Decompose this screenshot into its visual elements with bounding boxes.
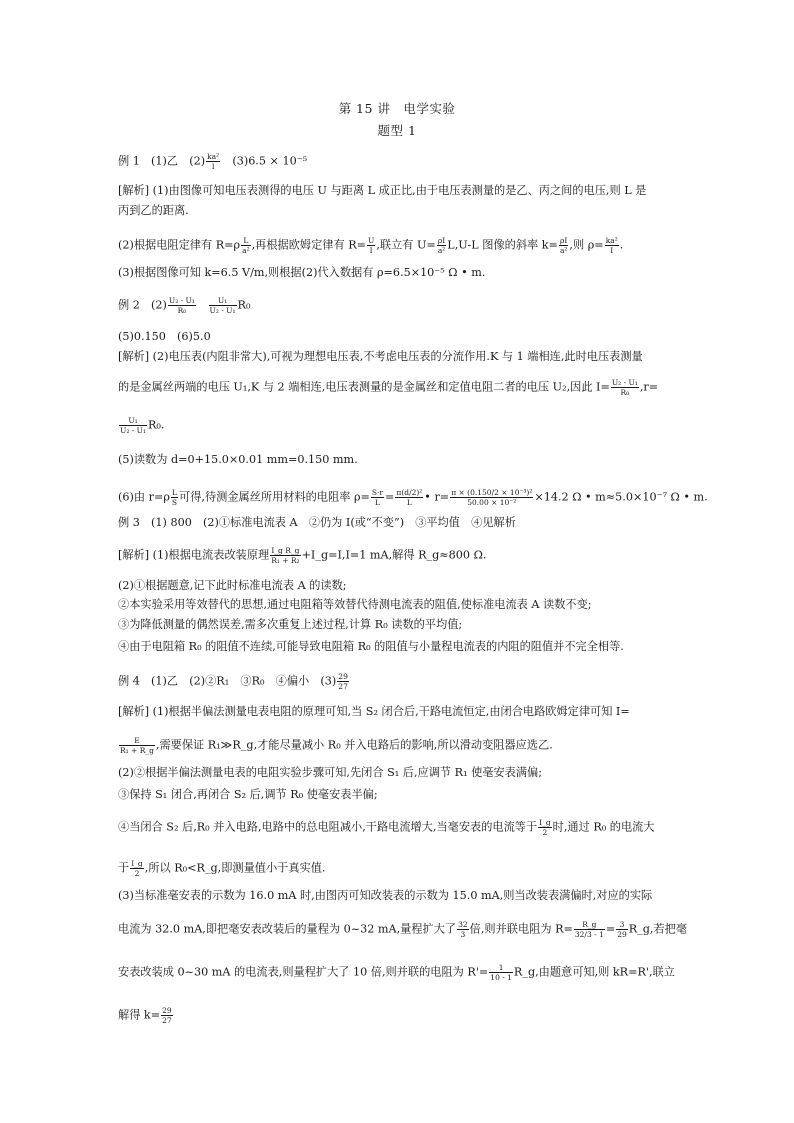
fraction: $\frac{R\_g}{32/3 - 1}$: [574, 920, 604, 939]
ex3-analysis-4: ③为降低测量的偶然误差,需多次重复上述过程,计算 R₀ 读数的平均值;: [118, 618, 463, 631]
ex3-analysis-3: ②本实验采用等效替代的思想,通过电阻箱等效替代待测电流表的阻值,使标准电流表 A 读数不变;: [118, 598, 592, 611]
ex3-analysis-5: ④由于电阻箱 R₀ 的阻值不连续,可能导致电阻箱 R₀ 的阻值与小量程电流表的内阻的阻值并不完全相等.: [118, 640, 624, 653]
ex1-answer: 例 1 (1)乙 (2) $\frac{\text{ka²}}{l}$ (3)6.5 × 10⁻⁵: [118, 152, 308, 171]
fraction: $\frac{\text{U₂ - U₁}}{\text{R₀}}$: [168, 296, 195, 315]
ex3-analysis-2: (2)①根据题意,记下此时标准电流表 A 的读数;: [118, 579, 347, 592]
fraction: $\frac{\text{I\_g R\_g}}{\text{R₁ + R₂}}$: [271, 546, 300, 565]
ex4-analysis-8: 电流为 32.0 mA,即把毫安表改装后的量程为 0~32 mA,量程扩大了 $\frac{32}{3}$ 倍,则并联电阻为 R= $\frac{R\_g}{32/3 - 1}$ = $\frac{3}{29}$ R_g,若把毫: [118, 920, 688, 939]
fraction: $\frac{E}{\text{R₁ + R\_g}}$: [120, 736, 154, 755]
ex2-analysis-5: (6)由 r=ρ $\frac{L}{S}$ 可得,待测金属丝所用材料的电阻率 ρ= $\frac{S\cdot r}{L}$ = $\frac{\text{π(d/2)²}}{L}$ • r= $\frac{\text{π × (0.150/2 × 10⁻³)²}}{\text{50.00 × 10⁻²}}$ ×14.2 Ω • m≈5.0×10⁻⁷ Ω • m.: [118, 488, 708, 507]
fraction: $\frac{L}{\text{a²}}$: [242, 236, 250, 255]
ex1-analysis-1: [解析] (1)由图像可知电压表测得的电压 U 与距离 L 成正比,由于电压表测量的是乙、丙之间的电压,则 L 是: [118, 184, 647, 197]
fraction: $\frac{32}{3}$: [458, 920, 468, 939]
ex2-analysis-4: (5)读数为 d=0+15.0×0.01 mm=0.150 mm.: [118, 453, 358, 466]
ex4-answer: 例 4 (1)乙 (2)②R₁ ③R₀ ④偏小 (3) $\frac{29}{27}$: [118, 672, 348, 691]
fraction: $\frac{I\_g}{2}$: [131, 859, 143, 878]
ex4-analysis-3: (2)②根据半偏法测量电表的电阻实验步骤可知,先闭合 S₁ 后,应调节 R₁ 使毫安表满偏;: [118, 766, 543, 779]
fraction: $\frac{U}{I}$: [368, 236, 375, 255]
ex3-analysis-1: [解析] (1)根据电流表改装原理 $\frac{\text{I\_g R\_g}}{\text{R₁ + R₂}}$ +I_g=I,I=1 mA,解得 R_g≈800 Ω.: [118, 546, 487, 565]
ex1-analysis-3: (3)根据图像可知 k=6.5 V/m,则根据(2)代入数据有 ρ=6.5×10⁻⁵ Ω • m.: [118, 266, 486, 279]
ex4-analysis-5: ④当闭合 S₂ 后,R₀ 并入电路,电路中的总电阻减小,干路电流增大,当毫安表的电流等于 $\frac{I\_g}{2}$ 时,通过 R₀ 的电流大: [118, 818, 655, 837]
fraction: $\frac{\text{π × (0.150/2 × 10⁻³)²}}{\text{50.00 × 10⁻²}}$: [451, 488, 533, 507]
ex2-answer-2: (5)0.150 (6)5.0: [118, 330, 211, 343]
ex3-answer: 例 3 (1) 800 (2)①标准电流表 A ②仍为 I(或“不变”) ③平均值 ④见解析: [118, 516, 516, 529]
fraction: $\frac{\rho I}{\text{a²}}$: [559, 236, 568, 255]
ex4-analysis-1: [解析] (1)根据半偏法测量电表电阻的原理可知,当 S₂ 闭合后,干路电流恒定,由闭合电路欧姆定律可知 I=: [118, 705, 630, 718]
fraction: $\frac{L}{S}$: [171, 488, 178, 507]
fraction: $\frac{\text{ka²}}{I}$: [605, 236, 618, 255]
ex4-analysis-10: 解得 k= $\frac{29}{27}$: [118, 1006, 172, 1025]
fraction: $\frac{\text{π(d/2)²}}{L}$: [396, 488, 423, 507]
ex4-analysis-7: (3)当标准毫安表的示数为 16.0 mA 时,由图丙可知改装表的示数为 15.0 mA,则当改装表满偏时,对应的实际: [118, 889, 653, 902]
lecture-title: 第 15 讲 电学实验: [338, 101, 456, 116]
ex1-analysis-2: (2)根据电阻定律有 R=ρ $\frac{L}{\text{a²}}$ ,再根据欧姆定律有 R= $\frac{U}{I}$ ,联立有 U= $\frac{\rho I}{\text{a²}}$ L,U-L 图像的斜率 k= $\frac{\rho I}{\text{a²}}$ ,则 ρ= $\frac{\text{ka²}}{I}$ .: [118, 236, 624, 255]
fraction: $\frac{\text{U₁}}{\text{U₂ - U₁}}$: [209, 296, 236, 315]
fraction: $\frac{\rho I}{\text{a²}}$: [437, 236, 446, 255]
fraction: $\frac{\text{U₁}}{\text{U₂ - U₁}}$: [120, 416, 146, 435]
ex2-analysis-3: $\frac{\text{U₁}}{\text{U₂ - U₁}}$ R₀.: [120, 416, 165, 435]
ex1-analysis-1b: 丙到乙的距离.: [118, 204, 189, 217]
ex1-answer-fraction: $\frac{\text{ka²}}{l}$: [207, 152, 220, 171]
fraction: $\frac{1}{10 - 1}$: [490, 963, 512, 982]
ex2-answer: 例 2 (2) $\frac{\text{U₂ - U₁}}{\text{R₀}}$ $\frac{\text{U₁}}{\text{U₂ - U₁}}$ R₀: [118, 296, 251, 315]
ex4-analysis-9: 安表改装成 0~30 mA 的电流表,则量程扩大了 10 倍,则并联的电阻为 R'= $\frac{1}{10 - 1}$ R_g,由题意可知,则 kR=R',联立: [118, 963, 675, 982]
section-title: 题型 1: [377, 123, 417, 138]
fraction: $\frac{I\_g}{2}$: [539, 818, 551, 837]
ex4-analysis-6: 于 $\frac{I\_g}{2}$ ,所以 R₀<R_g,即测量值小于真实值.: [118, 859, 326, 878]
ex2-analysis-2: 的是金属丝两端的电压 U₁,K 与 2 端相连,电压表测量的是金属丝和定值电阻二者的电压 U₂,因此 I= $\frac{\text{U₂ - U₁}}{\text{R₀}}$ ,r=: [118, 378, 659, 397]
ex4-analysis-4: ③保持 S₁ 闭合,再闭合 S₂ 后,调节 R₀ 使毫安表半偏;: [118, 788, 378, 801]
fraction: $\frac{3}{29}$: [617, 920, 627, 939]
fraction: $\frac{\text{U₂ - U₁}}{\text{R₀}}$: [611, 378, 638, 397]
ex2-analysis-1: [解析] (2)电压表(内阻非常大),可视为理想电压表,不考虑电压表的分流作用.K 与 1 端相连,此时电压表测量: [118, 350, 643, 363]
ex4-analysis-2: $\frac{E}{\text{R₁ + R\_g}}$ ,需要保证 R₁≫R_g,才能尽量减小 R₀ 并入电路后的影响,所以滑动变阻器应选乙.: [120, 736, 553, 755]
fraction: $\frac{S\cdot r}{L}$: [371, 488, 384, 507]
fraction: $\frac{29}{27}$: [162, 1006, 172, 1025]
fraction: $\frac{29}{27}$: [338, 672, 348, 691]
